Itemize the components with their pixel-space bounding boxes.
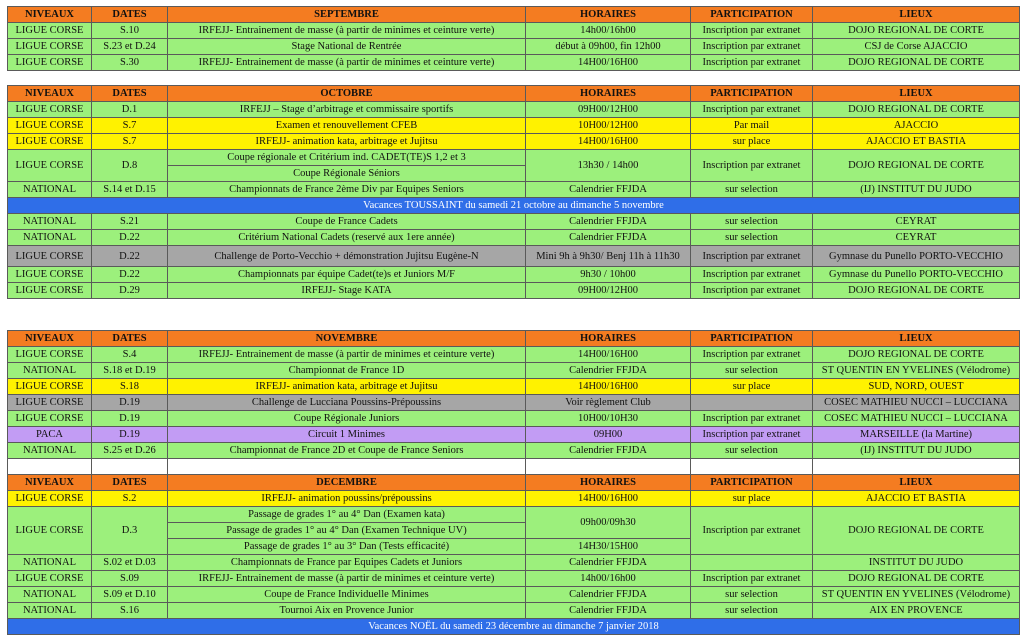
table-cell: DECEMBRE [168, 475, 526, 491]
table-cell: AJACCIO ET BASTIA [813, 491, 1020, 507]
table-cell: NATIONAL [8, 587, 92, 603]
table-cell: LIGUE CORSE [8, 118, 92, 134]
table-cell: Par mail [691, 118, 813, 134]
table-row [8, 246, 1020, 267]
table-cell: S.10 [92, 23, 168, 39]
table-row [8, 39, 1020, 55]
table-cell: Inscription par extranet [691, 102, 813, 118]
table-cell: 14H00/16H00 [526, 379, 691, 395]
table-cell: LIGUE CORSE [8, 102, 92, 118]
table-cell: Calendrier FFJDA [526, 363, 691, 379]
table-cell: S.02 et D.03 [92, 555, 168, 571]
table-cell: S.4 [92, 347, 168, 363]
table-cell: sur selection [691, 230, 813, 246]
table-cell: 13h30 / 14h00 [526, 150, 691, 182]
table-cell: Inscription par extranet [691, 23, 813, 39]
table-cell: IRFEJJ- Entrainement de masse (à partir de minimes et ceinture verte) [168, 571, 526, 587]
table-cell: Circuit 1 Minimes [168, 427, 526, 443]
table-cell: PARTICIPATION [691, 86, 813, 102]
table-cell: ST QUENTIN EN YVELINES (Vélodrome) [813, 363, 1020, 379]
table-cell: Gymnase du Punello PORTO-VECCHIO [813, 246, 1020, 267]
table-cell: Coupe de France Individuelle Minimes [168, 587, 526, 603]
table-cell: 09h00/09h30 [526, 507, 691, 539]
table-cell: PARTICIPATION [691, 331, 813, 347]
table-cell: Passage de grades 1° au 4° Dan (Examen kata) [168, 507, 526, 523]
table-row [8, 283, 1020, 299]
table-cell: DOJO REGIONAL DE CORTE [813, 507, 1020, 555]
table-cell: 10H00/12H00 [526, 118, 691, 134]
table-cell: INSTITUT DU JUDO [813, 555, 1020, 571]
table-cell: AJACCIO ET BASTIA [813, 134, 1020, 150]
table-cell [691, 395, 813, 411]
table-cell: 14H30/15H00 [526, 539, 691, 555]
table-cell: NOVEMBRE [168, 331, 526, 347]
table-cell: Calendrier FFJDA [526, 182, 691, 198]
table-cell: Inscription par extranet [691, 246, 813, 267]
table-cell: DATES [92, 475, 168, 491]
table-cell: sur place [691, 134, 813, 150]
table-cell: S.18 et D.19 [92, 363, 168, 379]
table-cell: Mini 9h à 9h30/ Benj 11h à 11h30 [526, 246, 691, 267]
table-cell: COSEC MATHIEU NUCCI – LUCCIANA [813, 395, 1020, 411]
table-cell: LIGUE CORSE [8, 23, 92, 39]
table-cell: D.3 [92, 507, 168, 555]
table-cell: 09H00/12H00 [526, 102, 691, 118]
table-cell: NATIONAL [8, 230, 92, 246]
table-cell: DOJO REGIONAL DE CORTE [813, 283, 1020, 299]
table-cell: (IJ) INSTITUT DU JUDO [813, 443, 1020, 459]
table-cell: OCTOBRE [168, 86, 526, 102]
table-cell: Calendrier FFJDA [526, 230, 691, 246]
table-cell: sur place [691, 491, 813, 507]
table-cell: S.14 et D.15 [92, 182, 168, 198]
table-cell: 14H00/16H00 [526, 347, 691, 363]
table-cell: Coupe régionale et Critérium ind. CADET(TE)S 1,2 et 3 [168, 150, 526, 166]
table-row [8, 603, 1020, 619]
col-participation: PARTICIPATION [691, 7, 813, 23]
table-row [8, 150, 1020, 166]
table-cell: S.25 et D.26 [92, 443, 168, 459]
table-cell: S.7 [92, 134, 168, 150]
table-cell: IRFEJJ- animation kata, arbitrage et Jujitsu [168, 134, 526, 150]
table-cell: Inscription par extranet [691, 267, 813, 283]
table-cell: Calendrier FFJDA [526, 443, 691, 459]
table-row [8, 571, 1020, 587]
table-row [8, 347, 1020, 363]
col-lieux: LIEUX [813, 7, 1020, 23]
table-cell: NIVEAUX [8, 331, 92, 347]
table-cell: ST QUENTIN EN YVELINES (Vélodrome) [813, 587, 1020, 603]
table-cell: NATIONAL [8, 555, 92, 571]
table-cell: D.22 [92, 267, 168, 283]
table-cell: 10H00/10H30 [526, 411, 691, 427]
table-row [8, 230, 1020, 246]
table-row [8, 427, 1020, 443]
table-cell: Inscription par extranet [691, 347, 813, 363]
table-cell: S.21 [92, 214, 168, 230]
table-row [8, 55, 1020, 71]
table-cell: DOJO REGIONAL DE CORTE [813, 23, 1020, 39]
col-dates: DATES [92, 7, 168, 23]
table-cell: Inscription par extranet [691, 507, 813, 555]
table-cell: D.8 [92, 150, 168, 182]
table-cell: D.19 [92, 427, 168, 443]
header-row [8, 331, 1020, 347]
october-table [7, 85, 1020, 299]
table-cell: Calendrier FFJDA [526, 587, 691, 603]
header-row [8, 475, 1020, 491]
table-cell: LIGUE CORSE [8, 150, 92, 182]
header-row [8, 86, 1020, 102]
table-cell: S.7 [92, 118, 168, 134]
table-cell: AJACCIO [813, 118, 1020, 134]
table-cell: Voir règlement Club [526, 395, 691, 411]
header-row [8, 7, 1020, 23]
table-cell: sur selection [691, 363, 813, 379]
table-cell: DOJO REGIONAL DE CORTE [813, 55, 1020, 71]
col-niveaux: NIVEAUX [8, 7, 92, 23]
table-cell: LIGUE CORSE [8, 571, 92, 587]
table-cell: Coupe de France Cadets [168, 214, 526, 230]
table-cell: LIGUE CORSE [8, 246, 92, 267]
table-cell: Tournoi Aix en Provence Junior [168, 603, 526, 619]
table-cell: LIGUE CORSE [8, 347, 92, 363]
table-cell: LIGUE CORSE [8, 39, 92, 55]
table-cell: Passage de grades 1° au 4° Dan (Examen Technique UV) [168, 523, 526, 539]
table-row [8, 23, 1020, 39]
table-cell: LIGUE CORSE [8, 267, 92, 283]
table-row [8, 507, 1020, 523]
table-cell: Inscription par extranet [691, 571, 813, 587]
table-row [8, 395, 1020, 411]
table-cell: 9h30 / 10h00 [526, 267, 691, 283]
table-row [8, 363, 1020, 379]
table-cell: D.19 [92, 395, 168, 411]
november-december-table [7, 330, 1020, 635]
table-cell: Challenge de Porto-Vecchio + démonstration Jujitsu Eugène-N [168, 246, 526, 267]
table-cell: S.09 [92, 571, 168, 587]
table-cell: 09H00/12H00 [526, 283, 691, 299]
table-cell: PARTICIPATION [691, 475, 813, 491]
table-cell: Calendrier FFJDA [526, 555, 691, 571]
table-cell: CSJ de Corse AJACCIO [813, 39, 1020, 55]
table-cell: NATIONAL [8, 363, 92, 379]
table-cell: Inscription par extranet [691, 411, 813, 427]
table-cell: LIGUE CORSE [8, 491, 92, 507]
table-cell: Inscription par extranet [691, 39, 813, 55]
table-cell: Coupe Régionale Juniors [168, 411, 526, 427]
table-cell: Championnats par équipe Cadet(te)s et Juniors M/F [168, 267, 526, 283]
table-cell: CEYRAT [813, 214, 1020, 230]
table-cell: DOJO REGIONAL DE CORTE [813, 347, 1020, 363]
table-cell: DOJO REGIONAL DE CORTE [813, 571, 1020, 587]
table-cell: CEYRAT [813, 230, 1020, 246]
vacation-row [8, 619, 1020, 635]
table-cell: 14H00/16H00 [526, 491, 691, 507]
table-cell: HORAIRES [526, 475, 691, 491]
table-cell: IRFEJJ- Stage KATA [168, 283, 526, 299]
spacer-row [8, 459, 1020, 475]
table-cell: 14H00/16H00 [526, 134, 691, 150]
table-cell: S.30 [92, 55, 168, 71]
table-cell: IRFEJJ- animation poussins/prépoussins [168, 491, 526, 507]
september-table [7, 6, 1020, 71]
table-cell: S.2 [92, 491, 168, 507]
table-cell: 14h00/16h00 [526, 23, 691, 39]
table-row [8, 443, 1020, 459]
col-month: SEPTEMBRE [168, 7, 526, 23]
table-cell: sur selection [691, 443, 813, 459]
table-cell: DATES [92, 86, 168, 102]
table-cell: Calendrier FFJDA [526, 603, 691, 619]
table-cell: Critérium National Cadets (reservé aux 1ere année) [168, 230, 526, 246]
table-cell: sur place [691, 379, 813, 395]
table-cell: D.29 [92, 283, 168, 299]
vacation-row [8, 198, 1020, 214]
table-cell: IRFEJJ – Stage d’arbitrage et commissaire sportifs [168, 102, 526, 118]
table-cell: COSEC MATHIEU NUCCI – LUCCIANA [813, 411, 1020, 427]
table-cell: LIGUE CORSE [8, 411, 92, 427]
table-cell: Inscription par extranet [691, 283, 813, 299]
table-cell: Vacances NOËL du samedi 23 décembre au dimanche 7 janvier 2018 [8, 619, 1020, 635]
table-row [8, 118, 1020, 134]
table-cell: HORAIRES [526, 86, 691, 102]
table-cell: DOJO REGIONAL DE CORTE [813, 102, 1020, 118]
table-row [8, 214, 1020, 230]
table-cell: (IJ) INSTITUT DU JUDO [813, 182, 1020, 198]
table-cell: sur selection [691, 587, 813, 603]
table-cell: NATIONAL [8, 182, 92, 198]
table-cell: AIX EN PROVENCE [813, 603, 1020, 619]
table-cell: Championnat de France 1D [168, 363, 526, 379]
table-cell: Inscription par extranet [691, 150, 813, 182]
table-cell: S.23 et D.24 [92, 39, 168, 55]
table-row [8, 379, 1020, 395]
table-row [8, 102, 1020, 118]
table-cell: LIGUE CORSE [8, 283, 92, 299]
table-cell: 14H00/16H00 [526, 55, 691, 71]
table-cell: NIVEAUX [8, 475, 92, 491]
table-cell: NATIONAL [8, 214, 92, 230]
table-cell: HORAIRES [526, 331, 691, 347]
table-cell: Calendrier FFJDA [526, 214, 691, 230]
table-cell: D.22 [92, 230, 168, 246]
table-cell: S.16 [92, 603, 168, 619]
table-cell: MARSEILLE (la Martine) [813, 427, 1020, 443]
col-horaires: HORAIRES [526, 7, 691, 23]
table-cell: Coupe Régionale Séniors [168, 166, 526, 182]
table-cell: NATIONAL [8, 603, 92, 619]
table-cell: Stage National de Rentrée [168, 39, 526, 55]
table-cell: LIGUE CORSE [8, 379, 92, 395]
table-cell: LIGUE CORSE [8, 55, 92, 71]
table-cell: LIEUX [813, 475, 1020, 491]
table-cell: début à 09h00, fin 12h00 [526, 39, 691, 55]
table-cell: Gymnase du Punello PORTO-VECCHIO [813, 267, 1020, 283]
table-cell: LIEUX [813, 86, 1020, 102]
table-cell: LIGUE CORSE [8, 134, 92, 150]
table-row [8, 134, 1020, 150]
table-row [8, 555, 1020, 571]
table-cell: IRFEJJ- Entrainement de masse (à partir de minimes et ceinture verte) [168, 347, 526, 363]
table-cell: IRFEJJ- animation kata, arbitrage et Jujitsu [168, 379, 526, 395]
table-cell: Championnats de France 2ème Div par Equipes Seniors [168, 182, 526, 198]
table-cell: Inscription par extranet [691, 55, 813, 71]
table-cell: SUD, NORD, OUEST [813, 379, 1020, 395]
table-cell: NATIONAL [8, 443, 92, 459]
table-cell: S.18 [92, 379, 168, 395]
table-row [8, 491, 1020, 507]
table-cell: LIEUX [813, 331, 1020, 347]
table-cell: Passage de grades 1° au 3° Dan (Tests efficacité) [168, 539, 526, 555]
table-row [8, 411, 1020, 427]
table-cell: Inscription par extranet [691, 427, 813, 443]
table-row [8, 182, 1020, 198]
table-cell: NIVEAUX [8, 86, 92, 102]
table-cell: D.22 [92, 246, 168, 267]
table-cell [691, 555, 813, 571]
table-cell: sur selection [691, 214, 813, 230]
table-cell: IRFEJJ- Entrainement de masse (à partir de minimes et ceinture verte) [168, 23, 526, 39]
table-cell: Championnats de France par Equipes Cadets et Juniors [168, 555, 526, 571]
table-cell: PACA [8, 427, 92, 443]
table-cell: sur selection [691, 603, 813, 619]
table-cell: Vacances TOUSSAINT du samedi 21 octobre au dimanche 5 novembre [8, 198, 1020, 214]
table-cell: DOJO REGIONAL DE CORTE [813, 150, 1020, 182]
table-cell: Championnat de France 2D et Coupe de France Seniors [168, 443, 526, 459]
table-row [8, 587, 1020, 603]
table-cell: Examen et renouvellement CFEB [168, 118, 526, 134]
table-cell: 14h00/16h00 [526, 571, 691, 587]
table-cell: 09H00 [526, 427, 691, 443]
table-row [8, 267, 1020, 283]
table-cell: IRFEJJ- Entrainement de masse (à partir de minimes et ceinture verte) [168, 55, 526, 71]
table-cell: S.09 et D.10 [92, 587, 168, 603]
table-cell: DATES [92, 331, 168, 347]
table-cell: LIGUE CORSE [8, 507, 92, 555]
table-cell: D.19 [92, 411, 168, 427]
table-cell: Challenge de Lucciana Poussins-Prépoussins [168, 395, 526, 411]
table-cell: D.1 [92, 102, 168, 118]
table-cell: sur selection [691, 182, 813, 198]
table-cell: LIGUE CORSE [8, 395, 92, 411]
